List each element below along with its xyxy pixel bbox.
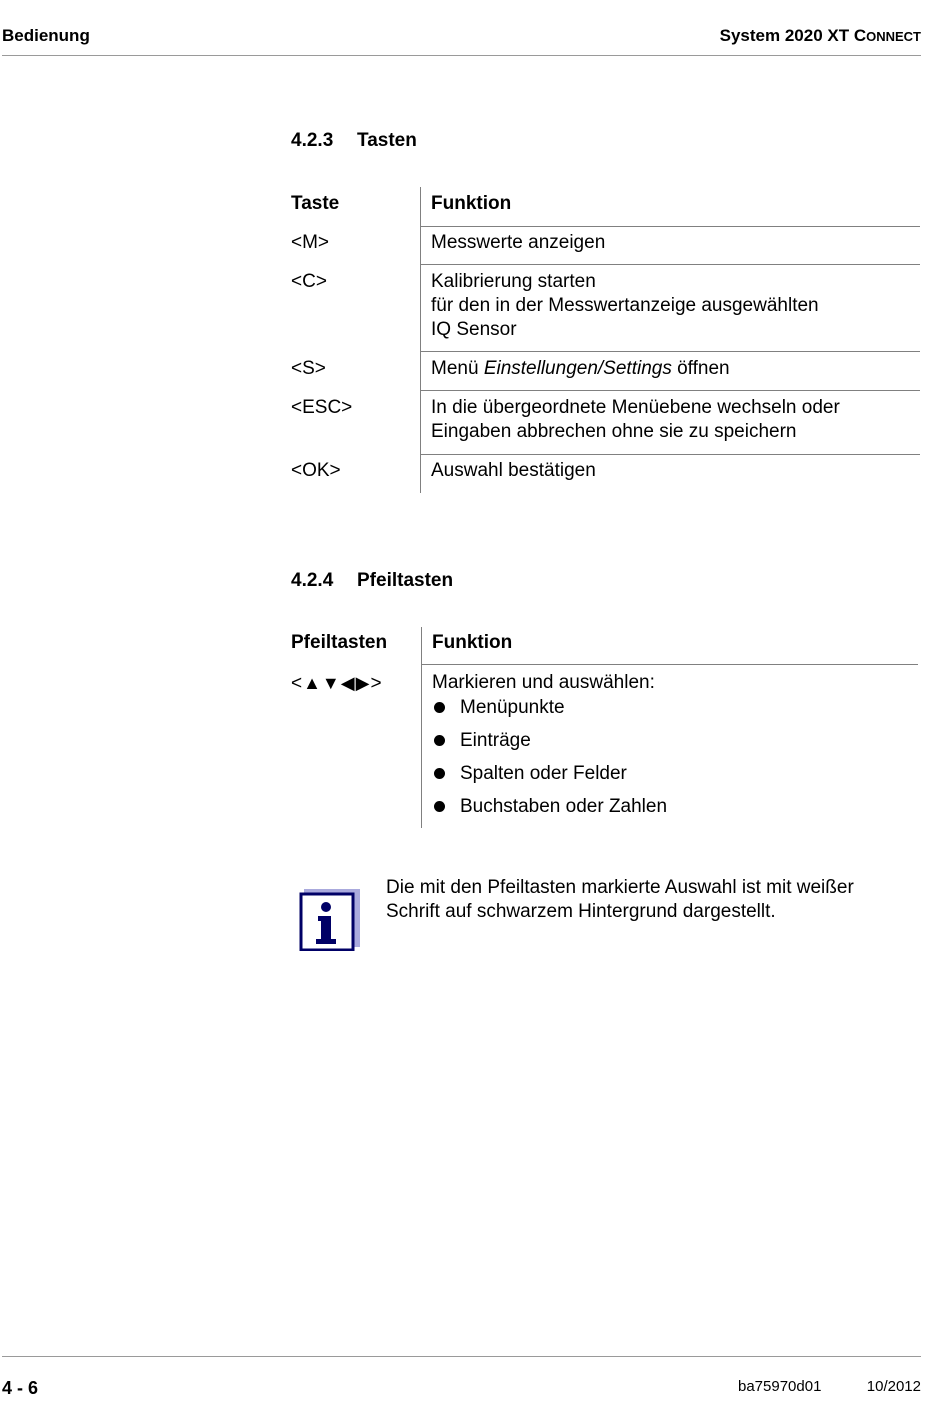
arrow-keys-function <box>432 671 667 823</box>
list-item: Menüpunkte <box>432 691 667 724</box>
table-row-function: Menü Einstellungen/Settings öffnen <box>431 358 730 379</box>
arrow-keys-symbol: <▲▼◀▶> <box>291 673 383 694</box>
list-item: Spalten oder Felder <box>432 757 667 790</box>
arrow-glyphs-icon: ▲▼◀▶ <box>303 673 371 693</box>
list-item: Buchstaben oder Zahlen <box>432 790 667 823</box>
bullet-icon <box>434 735 445 746</box>
table-row-function: Auswahl bestätigen <box>431 460 596 481</box>
table-row-key: <S> <box>291 358 326 379</box>
table-row-function: Kalibrierung starten für den in der Messwertanzeige ausgewählten IQ Sensor <box>431 271 819 340</box>
page-number: 4 - 6 <box>2 1378 39 1398</box>
document-id: ba75970d01 <box>738 1378 822 1395</box>
col-header-function: Funktion <box>431 193 512 214</box>
section-heading-tasten: 4.2.3 Tasten <box>291 130 417 151</box>
bullet-icon <box>434 768 445 779</box>
table-row-key: <M> <box>291 232 330 253</box>
col-header-function: Funktion <box>432 632 513 653</box>
header-rule <box>2 55 921 56</box>
section-heading-pfeiltasten: 4.2.4 Pfeiltasten <box>291 570 454 591</box>
col-header-key: Taste <box>291 193 340 214</box>
bullet-icon <box>434 801 445 812</box>
info-icon <box>299 887 361 951</box>
header-right: System 2020 XT CONNECT <box>719 26 921 45</box>
footer-rule <box>2 1356 921 1357</box>
arrow-keys-intro: Markieren und auswählen: <box>432 672 655 693</box>
table-row-function: Messwerte anzeigen <box>431 232 606 253</box>
table-row-key: <C> <box>291 271 327 292</box>
table-row-key: <OK> <box>291 460 341 481</box>
list-item: Einträge <box>432 724 667 757</box>
table-row-key: <ESC> <box>291 397 353 418</box>
table-row-function: In die übergeordnete Menüebene wechseln oder Eingaben abbrechen ohne sie zu speichern <box>431 397 840 442</box>
info-note-text: Die mit den Pfeiltasten markierte Auswahl ist mit weißer Schrift auf schwarzem Hintergrund dargestellt. <box>386 877 854 922</box>
document-date: 10/2012 <box>866 1378 921 1395</box>
col-header-arrow-keys: Pfeiltasten <box>291 632 388 653</box>
bullet-icon <box>434 702 445 713</box>
header-left: Bedienung <box>2 26 90 45</box>
